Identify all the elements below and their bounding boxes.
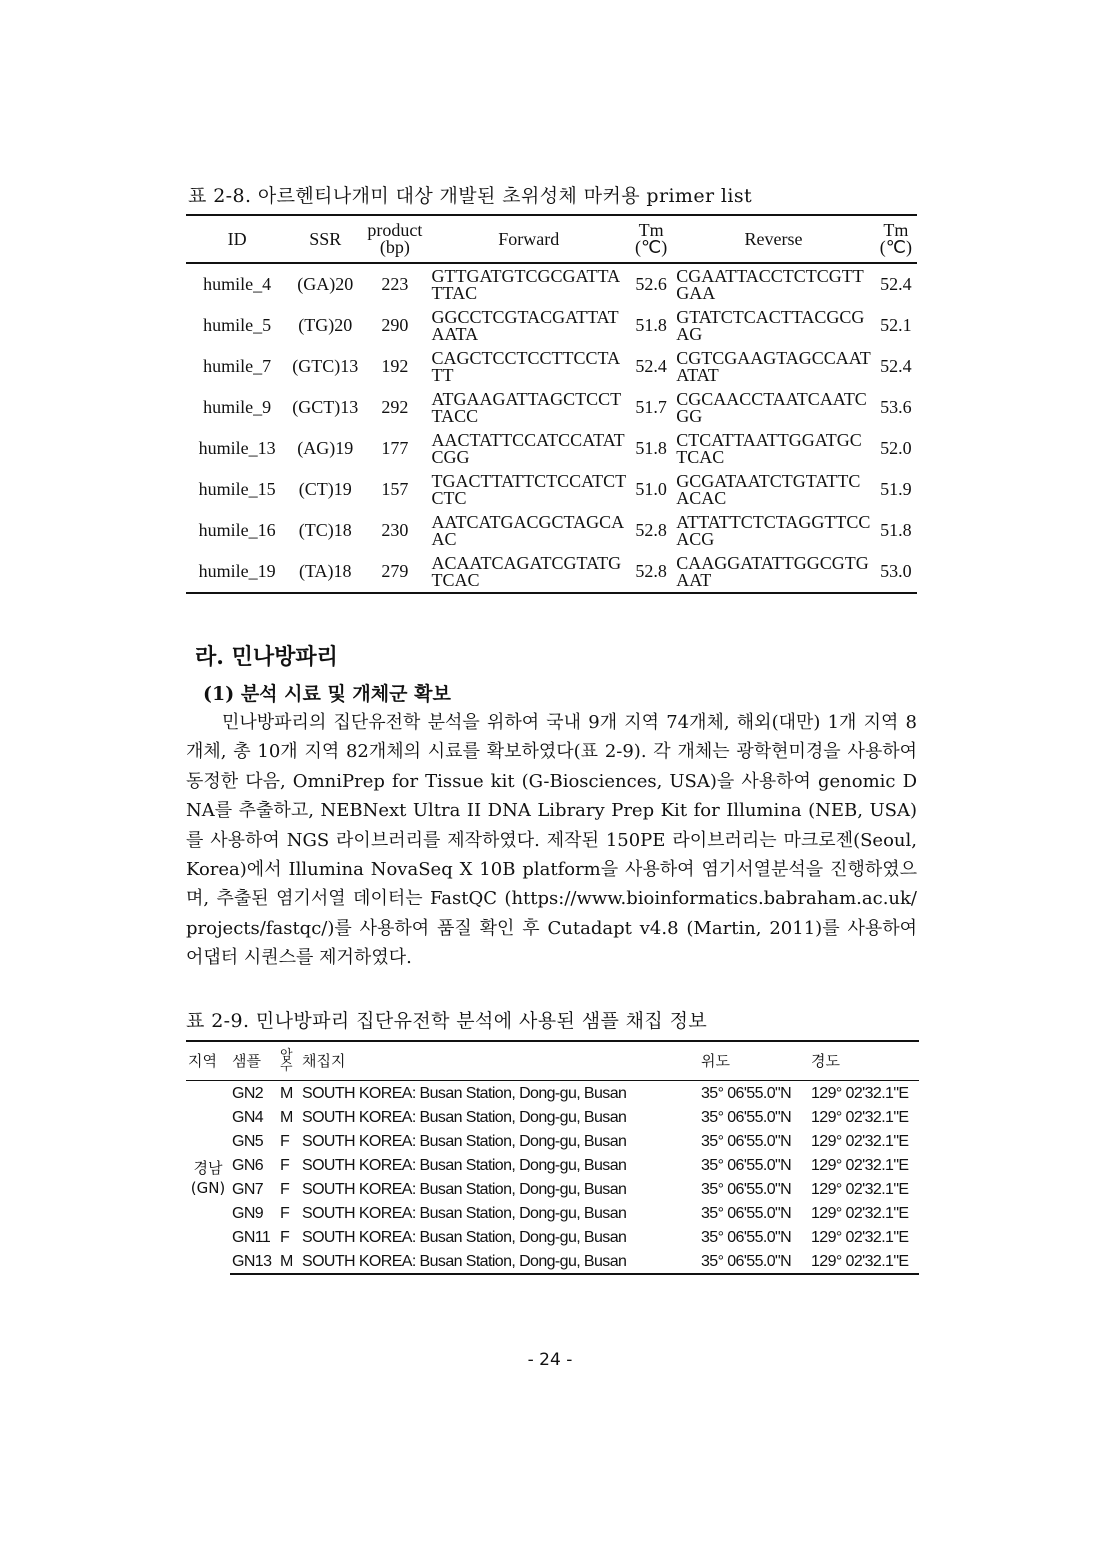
table-row: [186, 551, 917, 593]
header-latitude: 위도: [699, 1041, 809, 1081]
table-row: [186, 1225, 919, 1249]
primer-forward: ATGAAGATTAGCTCCTTACC: [431, 388, 622, 426]
subsection-title: (1) 분석 시료 및 개체군 확보: [203, 683, 451, 705]
sample-site: SOUTH KOREA: Busan Station, Dong-gu, Busan: [302, 1084, 627, 1102]
region-cell: [186, 1081, 230, 1275]
primer-ssr: (TC)18: [298, 520, 352, 540]
primer-forward: AACTATTCCATCCATATCGG: [431, 429, 625, 467]
sample-sex: F: [280, 1180, 290, 1198]
primer-reverse: CGCAACCTAATCAATCGG: [676, 388, 867, 426]
sample-site: SOUTH KOREA: Busan Station, Dong-gu, Busan: [302, 1204, 627, 1222]
primer-product: 157: [381, 479, 409, 499]
primer-product: 177: [381, 438, 409, 458]
primer-ssr: (GTC)13: [292, 356, 359, 376]
sample-longitude: 129° 02'32.1"E: [811, 1204, 909, 1222]
primer-id: humile_4: [203, 274, 272, 294]
sample-id: GN2: [232, 1084, 264, 1102]
primer-tm-forward: 52.6: [635, 274, 667, 294]
table-row: [186, 1105, 919, 1129]
primer-ssr: (CT)19: [298, 479, 352, 499]
sample-sex: F: [280, 1132, 290, 1150]
primer-forward: ACAATCAGATCGTATGTCAC: [428, 551, 631, 593]
primer-ssr: (TA)18: [288, 551, 362, 593]
primer-id: humile_9: [203, 397, 272, 417]
primer-reverse: CTCATTAATTGGATGCTCAC: [676, 429, 862, 467]
table-2-9-caption: 표 2-9. 민나방파리 집단유전학 분석에 사용된 샘플 채집 정보: [186, 1010, 708, 1032]
primer-id: humile_19: [186, 551, 288, 593]
header-tm-reverse-line1: Tm: [883, 220, 909, 240]
region-name: 경남: [193, 1158, 223, 1177]
region-code: (GN): [190, 1178, 226, 1197]
primer-forward: GTTGATGTCGCGATTATTAC: [431, 265, 621, 303]
sample-site: SOUTH KOREA: Busan Station, Dong-gu, Busan: [300, 1249, 699, 1274]
primer-tm-forward: 52.8: [635, 520, 667, 540]
primer-tm-reverse: 53.0: [875, 551, 917, 593]
sample-latitude: 35° 06'55.0"N: [701, 1228, 792, 1246]
table-2-8-caption: 표 2-8. 아르헨티나개미 대상 개발된 초위성체 마커용 primer list: [188, 185, 753, 207]
sample-table: [186, 1040, 919, 1275]
sample-longitude: 129° 02'32.1"E: [811, 1084, 909, 1102]
primer-tm-forward: 51.0: [635, 479, 667, 499]
header-region: 지역: [186, 1041, 230, 1081]
sample-sex: F: [280, 1204, 290, 1222]
sample-site: SOUTH KOREA: Busan Station, Dong-gu, Busan: [302, 1228, 627, 1246]
header-reverse: Reverse: [672, 215, 875, 263]
sample-site: SOUTH KOREA: Busan Station, Dong-gu, Busan: [302, 1132, 627, 1150]
primer-reverse: GTATCTCACTTACGCGAG: [676, 306, 865, 344]
header-product-line1: product: [367, 220, 423, 240]
sample-table-header: [186, 1041, 919, 1081]
primer-id: humile_5: [203, 315, 272, 335]
primer-ssr: (GA)20: [297, 274, 354, 294]
primer-ssr: (AG)19: [297, 438, 354, 458]
header-tm-forward: [630, 215, 672, 263]
primer-id: humile_7: [203, 356, 272, 376]
primer-product: 192: [381, 356, 409, 376]
sample-latitude: 35° 06'55.0"N: [701, 1180, 792, 1198]
table-row: [186, 387, 917, 428]
body-paragraph: 민나방파리의 집단유전학 분석을 위하여 국내 9개 지역 74개체, 해외(대만) 1개 지역 8개체, 총 10개 지역 82개체의 시료를 확보하였다(표 2-9). 각 개체는 광학현미경을 사용하여 동정한 다음, OmniPrep for Tissue kit (G-Biosciences, USA)을 사용하여 genomic DNA를 추출하고, NEBNext Ultra II DNA Library Prep Kit for Illumina (NEB, USA)를 사용하여 NGS 라이브러리를 제작하였다. 제작된 150PE 라이브러리는 마크로젠(Seoul, Korea)에서 Illumina NovaSeq X 10B platform을 사용하여 염기서열분석을 진행하였으며, 추출된 염기서열 데이터는 FastQC (https://www.bioinformatics.babraham.ac.uk/projects/fastqc/)를 사용하여 품질 확인 후 Cutadapt v4.8 (Martin, 2011)를 사용하여 어댑터 시퀀스를 제거하였다.: [186, 712, 917, 969]
sample-id: GN11: [232, 1228, 271, 1246]
sample-id: GN6: [232, 1156, 264, 1174]
primer-table: [186, 214, 917, 594]
sample-latitude: 35° 06'55.0"N: [701, 1132, 792, 1150]
primer-table-header: [186, 215, 917, 263]
header-tm-reverse: [875, 215, 917, 263]
primer-tm-forward: 51.8: [635, 315, 667, 335]
table-row: [186, 1249, 919, 1274]
table-row: [186, 469, 917, 510]
sample-sex: M: [280, 1084, 293, 1102]
sample-sex: F: [280, 1228, 290, 1246]
table-row: [186, 305, 917, 346]
primer-tm-reverse: 53.6: [880, 397, 912, 417]
primer-tm-forward: 52.8: [630, 551, 672, 593]
primer-tm-reverse: 52.4: [880, 356, 912, 376]
header-sex-line1: 암: [280, 1048, 293, 1063]
primer-reverse: GCGATAATCTGTATTCACAC: [676, 470, 861, 508]
header-product-line2: (bp): [379, 237, 410, 257]
table-row: [186, 1201, 919, 1225]
table-row: [186, 1153, 919, 1177]
header-sex-line2: 수: [280, 1059, 293, 1074]
primer-tm-reverse: 51.8: [880, 520, 912, 540]
table-row: [186, 1081, 919, 1106]
header-product: [362, 215, 427, 263]
primer-id: humile_13: [198, 438, 276, 458]
primer-forward: GGCCTCGTACGATTATAATA: [431, 306, 619, 344]
table-row: [186, 510, 917, 551]
sample-longitude: 129° 02'32.1"E: [811, 1180, 909, 1198]
sample-longitude: 129° 02'32.1"E: [811, 1156, 909, 1174]
table-row: [186, 346, 917, 387]
sample-longitude: 129° 02'32.1"E: [811, 1132, 909, 1150]
primer-product: 230: [381, 520, 409, 540]
primer-product: 223: [381, 274, 409, 294]
sample-longitude: 129° 02'32.1"E: [811, 1228, 909, 1246]
header-tm-forward-line1: Tm: [638, 220, 664, 240]
header-tm-reverse-line2: (℃): [879, 237, 912, 257]
sample-id: GN7: [232, 1180, 264, 1198]
header-forward: Forward: [428, 215, 631, 263]
primer-reverse: CAAGGATATTGGCGTGAAT: [672, 551, 875, 593]
primer-product: 292: [381, 397, 409, 417]
primer-tm-reverse: 51.9: [880, 479, 912, 499]
primer-tm-forward: 51.8: [635, 438, 667, 458]
primer-tm-forward: 51.7: [635, 397, 667, 417]
sample-id: GN9: [232, 1204, 264, 1222]
sample-site: SOUTH KOREA: Busan Station, Dong-gu, Busan: [302, 1108, 627, 1126]
primer-reverse: CGTCGAAGTAGCCAATATAT: [676, 347, 871, 385]
sample-sex: M: [280, 1108, 293, 1126]
primer-ssr: (GCT)13: [292, 397, 359, 417]
primer-reverse: ATTATTCTCTAGGTTCCACG: [676, 511, 871, 549]
sample-site: SOUTH KOREA: Busan Station, Dong-gu, Busan: [302, 1156, 627, 1174]
header-ssr: SSR: [288, 215, 362, 263]
table-row: [186, 428, 917, 469]
header-longitude: 경도: [809, 1041, 919, 1081]
primer-forward: CAGCTCCTCCTTCCTATT: [431, 347, 621, 385]
sample-longitude: 129° 02'32.1"E: [809, 1249, 919, 1274]
sample-id: GN13: [230, 1249, 278, 1274]
sample-id: GN4: [232, 1108, 264, 1126]
primer-id: humile_15: [198, 479, 276, 499]
header-site: 채집지: [300, 1041, 699, 1081]
sample-latitude: 35° 06'55.0"N: [701, 1084, 792, 1102]
primer-tm-forward: 52.4: [635, 356, 667, 376]
primer-id: humile_16: [198, 520, 276, 540]
sample-latitude: 35° 06'55.0"N: [701, 1108, 792, 1126]
section-title: 라. 민나방파리: [195, 644, 338, 670]
primer-product: 279: [362, 551, 427, 593]
sample-latitude: 35° 06'55.0"N: [701, 1156, 792, 1174]
header-tm-forward-line2: (℃): [635, 237, 668, 257]
table-row: [186, 1129, 919, 1153]
primer-ssr: (TG)20: [298, 315, 353, 335]
primer-tm-reverse: 52.4: [880, 274, 912, 294]
primer-forward: AATCATGACGCTAGCAAC: [431, 511, 625, 549]
sample-sex: M: [278, 1249, 300, 1274]
header-id: ID: [186, 215, 288, 263]
page-number: - 24 -: [527, 1350, 573, 1370]
table-row: [186, 263, 917, 305]
sample-longitude: 129° 02'32.1"E: [811, 1108, 909, 1126]
primer-reverse: CGAATTACCTCTCGTTGAA: [676, 265, 864, 303]
sample-site: SOUTH KOREA: Busan Station, Dong-gu, Busan: [302, 1180, 627, 1198]
sample-id: GN5: [232, 1132, 264, 1150]
primer-forward: TGACTTATTCTCCATCTCTC: [431, 470, 627, 508]
sample-latitude: 35° 06'55.0"N: [699, 1249, 809, 1274]
sample-latitude: 35° 06'55.0"N: [701, 1204, 792, 1222]
sample-sex: F: [280, 1156, 290, 1174]
header-sex: [278, 1041, 300, 1081]
header-sample: 샘플: [230, 1041, 278, 1081]
primer-product: 290: [381, 315, 409, 335]
primer-tm-reverse: 52.0: [880, 438, 912, 458]
primer-tm-reverse: 52.1: [880, 315, 912, 335]
table-row: [186, 1177, 919, 1201]
